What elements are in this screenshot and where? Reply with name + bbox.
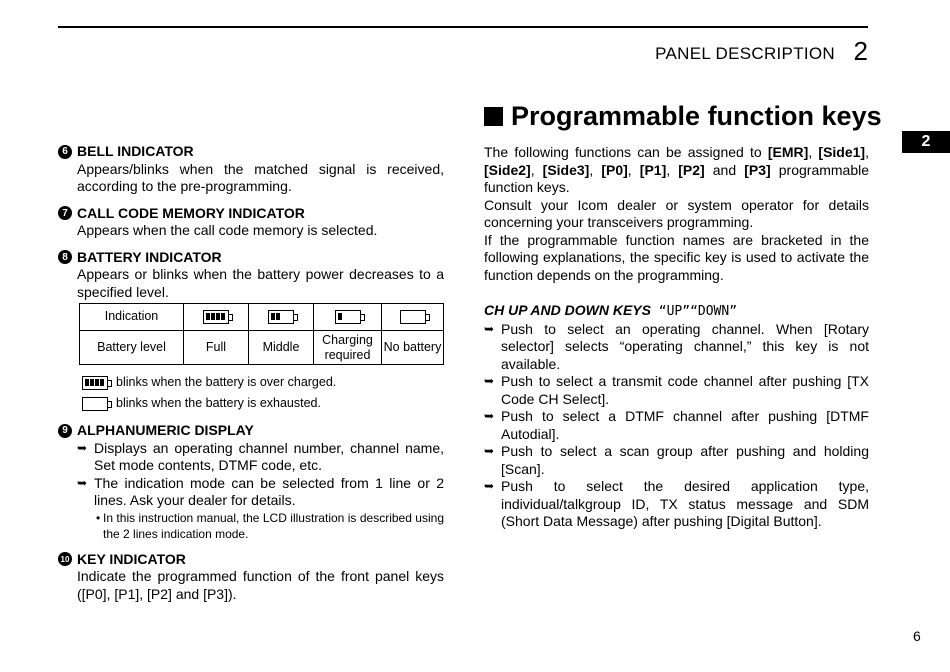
lcd-up-label: “UP”	[658, 304, 691, 319]
intro-paragraph-3: If the programmable function names are bracketed in the following explanations, the specific key is used to activate the function depends on the programming.	[484, 231, 869, 283]
item-number-badge: 8	[58, 250, 72, 264]
item-number-badge: 9	[58, 424, 72, 438]
key-indicator-body: Indicate the programmed function of the front panel keys ([P0], [P1], [P2] and [P3]).	[77, 568, 444, 602]
arrow-bullet-icon: ➥	[484, 321, 495, 336]
table-cell: No battery	[382, 331, 444, 365]
table-header-battery-level: Battery level	[80, 331, 184, 365]
chapter-title: PANEL DESCRIPTION	[655, 44, 835, 63]
battery-full-icon	[203, 310, 229, 324]
left-column	[58, 143, 444, 612]
battery-full-note: blinks when the battery is over charged.	[58, 372, 444, 393]
bell-indicator-title: BELL INDICATOR	[77, 143, 194, 159]
battery-middle-icon	[268, 310, 294, 324]
battery-indicator-body: Appears or blinks when the battery power decreases to a specified level.	[77, 266, 444, 300]
list-item: ➥ Displays an operating channel number, channel name, Set mode contents, DTMF code, etc.	[77, 439, 444, 473]
list-item: ➥ Push to select a DTMF channel after pushing [DTMF Autodial].	[484, 408, 869, 442]
key-indicator-title: KEY INDICATOR	[77, 550, 186, 567]
list-item: ➥ Push to select an operating channel. When [Rotary selector] selects “operating channel,” this key is not available.	[484, 320, 869, 372]
ch-keys-list	[484, 321, 869, 531]
display-sub-note: • In this instruction manual, the LCD illustration is described using the 2 lines indication mode.	[96, 510, 444, 541]
battery-indicator-title: BATTERY INDICATOR	[77, 248, 222, 265]
side-chapter-tab: 2	[902, 131, 950, 153]
arrow-bullet-icon: ➥	[484, 444, 495, 458]
arrow-bullet-icon: ➥	[77, 440, 88, 455]
battery-indicator-section	[58, 249, 444, 415]
page-number: 6	[913, 628, 921, 644]
ch-keys-heading: CH UP AND DOWN KEYS “UP”“DOWN”	[484, 302, 738, 319]
right-column	[484, 144, 869, 531]
top-rule	[58, 26, 868, 28]
lcd-down-label: “DOWN”	[690, 304, 738, 319]
arrow-bullet-icon: ➥	[484, 479, 495, 493]
chapter-number: 2	[853, 36, 868, 66]
battery-low-icon	[335, 310, 361, 324]
alphanumeric-display-section	[58, 422, 444, 542]
section-heading: Programmable function keys	[484, 101, 882, 132]
square-bullet-icon	[484, 107, 503, 126]
item-number-badge: 10	[58, 552, 72, 566]
bell-indicator-body: Appears/blinks when the matched signal is received, according to the pre-programming.	[77, 160, 444, 194]
list-item: ➥ Push to select a transmit code channel after pushing [TX Code CH Select].	[484, 373, 869, 407]
battery-empty-icon	[400, 310, 426, 324]
battery-empty-icon	[82, 397, 108, 411]
call-code-title: CALL CODE MEMORY INDICATOR	[77, 204, 305, 221]
table-header-indication: Indication	[80, 304, 184, 331]
table-cell: Middle	[249, 331, 314, 365]
table-cell: Full	[184, 331, 249, 365]
arrow-bullet-icon: ➥	[77, 475, 88, 490]
bell-indicator-section	[58, 143, 444, 196]
call-code-body: Appears when the call code memory is selected.	[77, 222, 378, 238]
battery-level-table	[79, 303, 444, 365]
call-code-section	[58, 205, 444, 240]
intro-paragraph-2: Consult your Icom dealer or system operator for details concerning your transceivers programming.	[484, 196, 869, 230]
intro-paragraph-1: The following functions can be assigned to [EMR], [Side1], [Side2], [Side3], [P0], [P1], [P2] and [P3] programmable function keys.	[484, 144, 870, 195]
key-indicator-section	[58, 551, 444, 604]
battery-empty-note: blinks when the battery is exhausted.	[58, 393, 444, 414]
list-item: ➥ The indication mode can be selected from 1 line or 2 lines. Ask your dealer for details.	[77, 474, 444, 508]
item-number-badge: 7	[58, 206, 72, 220]
list-item: ➥ Push to select a scan group after pushing and holding [Scan].	[484, 443, 869, 477]
table-cell: Charging required	[314, 331, 382, 365]
list-item: ➥ Push to select the desired application type, individual/talkgroup ID, TX status message and SDM (Short Data Message) after pushing [Digital Button].	[484, 478, 869, 529]
arrow-bullet-icon: ➥	[484, 409, 495, 423]
battery-full-icon	[82, 376, 108, 390]
alphanumeric-display-title: ALPHANUMERIC DISPLAY	[77, 422, 254, 438]
item-number-badge: 6	[58, 145, 72, 159]
arrow-bullet-icon: ➥	[484, 374, 495, 388]
